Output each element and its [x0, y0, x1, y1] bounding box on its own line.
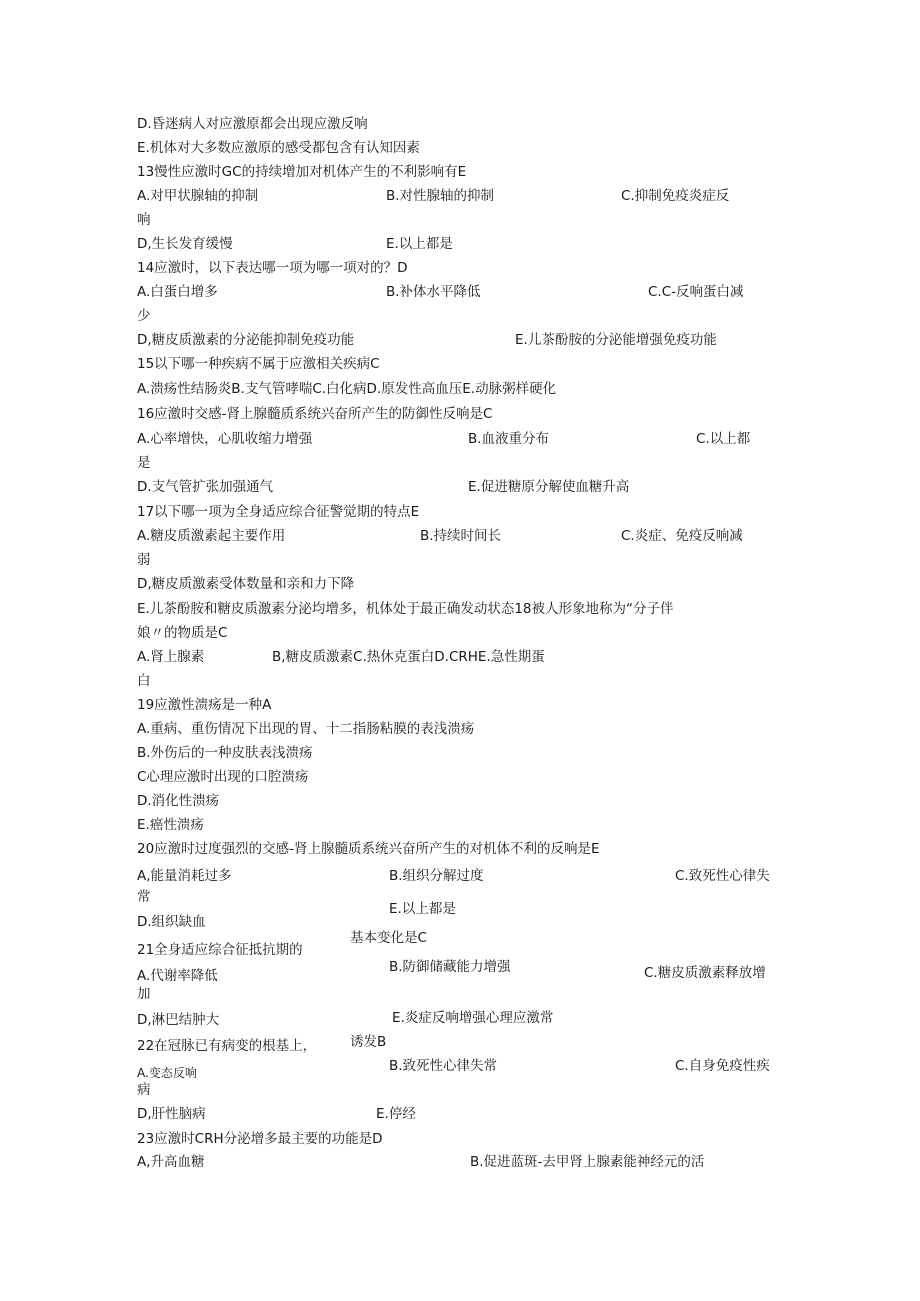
option-a: A.糖皮质激素起主要作用 — [137, 528, 286, 544]
option-e-question-18: E.儿茶酚胺和糖皮质激素分泌均增多，机体处于最正确发动状态18被人形象地称为“分子伴 — [137, 601, 674, 617]
option-b: B.外伤后的一种皮肤表浅溃疡 — [137, 745, 313, 761]
question-21-tail: 基本变化是C — [350, 930, 427, 946]
question-21: 21全身适应综合征抵抗期的 — [137, 942, 303, 958]
option-e: E.炎症反响增强心理应激常 — [392, 1010, 554, 1026]
option-c: C.C-反响蛋白减 — [648, 284, 744, 300]
option-a: A.代谢率降低 — [137, 968, 218, 984]
option-a: A.对甲状腺轴的抑制 — [137, 188, 259, 204]
option-d: D,糖皮质激素的分泌能抑制免疫功能 — [137, 332, 355, 348]
option-c: C.糖皮质激素释放增 — [644, 965, 766, 981]
option-d: D,淋巴结肿大 — [137, 1012, 220, 1028]
question-22-tail: 诱发B — [350, 1034, 387, 1050]
option-e: E.促进糖原分解使血糖升高 — [468, 479, 630, 495]
option-a: A.变态反响 — [137, 1066, 197, 1080]
option-c: C.自身免疫性疾 — [675, 1058, 770, 1074]
question-13: 13慢性应激时GC的持续增加对机体产生的不利影响有E — [137, 164, 467, 180]
option-e: E.癌性溃疡 — [137, 817, 204, 833]
text-line: 是 — [137, 455, 151, 471]
text-line: 少 — [137, 308, 151, 324]
question-16: 16应激时交感-肾上腺髓质系统兴奋所产生的防御性反响是C — [137, 406, 493, 422]
question-22: 22在冠脉已有病变的根基上， — [137, 1038, 317, 1054]
option-c: C.以上都 — [696, 431, 751, 447]
option-d: D,生长发育缓慢 — [137, 236, 233, 252]
options-line: A.溃疡性结肠炎B.支气管哮喘C.白化病D.原发性高血压E.动脉粥样硬化 — [137, 381, 557, 397]
question-19: 19应激性溃疡是一种A — [137, 697, 272, 713]
options-line: B,糖皮质激素C.热休克蛋白D.CRHE.急性期蛋 — [272, 649, 545, 665]
option-b: B.持续时间长 — [420, 528, 502, 544]
text-line: 常 — [137, 889, 151, 905]
option-b: B.促进蓝斑-去甲肾上腺素能神经元的活 — [470, 1154, 705, 1170]
option-a: A.心率增快，心肌收缩力增强 — [137, 431, 313, 447]
option-b: B.补体水平降低 — [386, 284, 481, 300]
text-line: E.机体对大多数应激原的感受都包含有认知因素 — [137, 140, 420, 156]
text-line: 娘〃的物质是C — [137, 625, 228, 641]
question-15: 15以下哪一种疾病不属于应激相关疾病C — [137, 356, 380, 372]
option-e: E.以上都是 — [386, 236, 453, 252]
option-d: D.消化性溃疡 — [137, 793, 220, 809]
option-b: B.致死性心律失常 — [389, 1058, 498, 1074]
option-e: E.以上都是 — [389, 901, 456, 917]
text-line: 响 — [137, 212, 151, 228]
question-20: 20应激时过度强烈的交感-肾上腺髓质系统兴奋所产生的对机体不利的反响是E — [137, 841, 600, 857]
option-a: A,能量消耗过多 — [137, 868, 232, 884]
option-d: D.组织缺血 — [137, 914, 206, 930]
option-b: B.组织分解过度 — [389, 868, 484, 884]
text-line: D.昏迷病人对应激原都会出现应激反响 — [137, 116, 368, 132]
option-a: A,升高血糖 — [137, 1154, 205, 1170]
option-a: A.重病、重伤情况下出现的胃、十二指肠粘膜的表浅溃疡 — [137, 721, 475, 737]
option-a: A.肾上腺素 — [137, 649, 205, 665]
option-b: B.血液重分布 — [468, 431, 550, 447]
question-17: 17以下哪一项为全身适应综合征警觉期的特点E — [137, 504, 420, 520]
option-d: D,糖皮质激素受体数量和亲和力下降 — [137, 576, 355, 592]
option-d: D.支气管扩张加强通气 — [137, 479, 274, 495]
option-c: C.抑制免疫炎症反 — [621, 188, 730, 204]
option-c: C.致死性心律失 — [675, 868, 770, 884]
option-b: B.对性腺轴的抑制 — [386, 188, 495, 204]
option-d: D,肝性脑病 — [137, 1106, 206, 1122]
text-line: 弱 — [137, 552, 151, 568]
option-b: B.防御储藏能力增强 — [389, 959, 511, 975]
question-23: 23应激时CRH分泌增多最主要的功能是D — [137, 1131, 383, 1147]
option-e: E.停经 — [376, 1106, 416, 1122]
question-14: 14应激时，以下表达哪一项为哪一项对的？D — [137, 260, 408, 276]
option-e: E.儿茶酚胺的分泌能增强免疫功能 — [515, 332, 717, 348]
option-a: A.白蛋白增多 — [137, 284, 218, 300]
text-line: 白 — [137, 673, 151, 689]
text-line: 加 — [137, 986, 151, 1002]
text-line: 病 — [137, 1082, 151, 1098]
option-c: C.炎症、免疫反响减 — [621, 528, 743, 544]
option-c: C心理应激时出现的口腔溃疡 — [137, 769, 309, 785]
